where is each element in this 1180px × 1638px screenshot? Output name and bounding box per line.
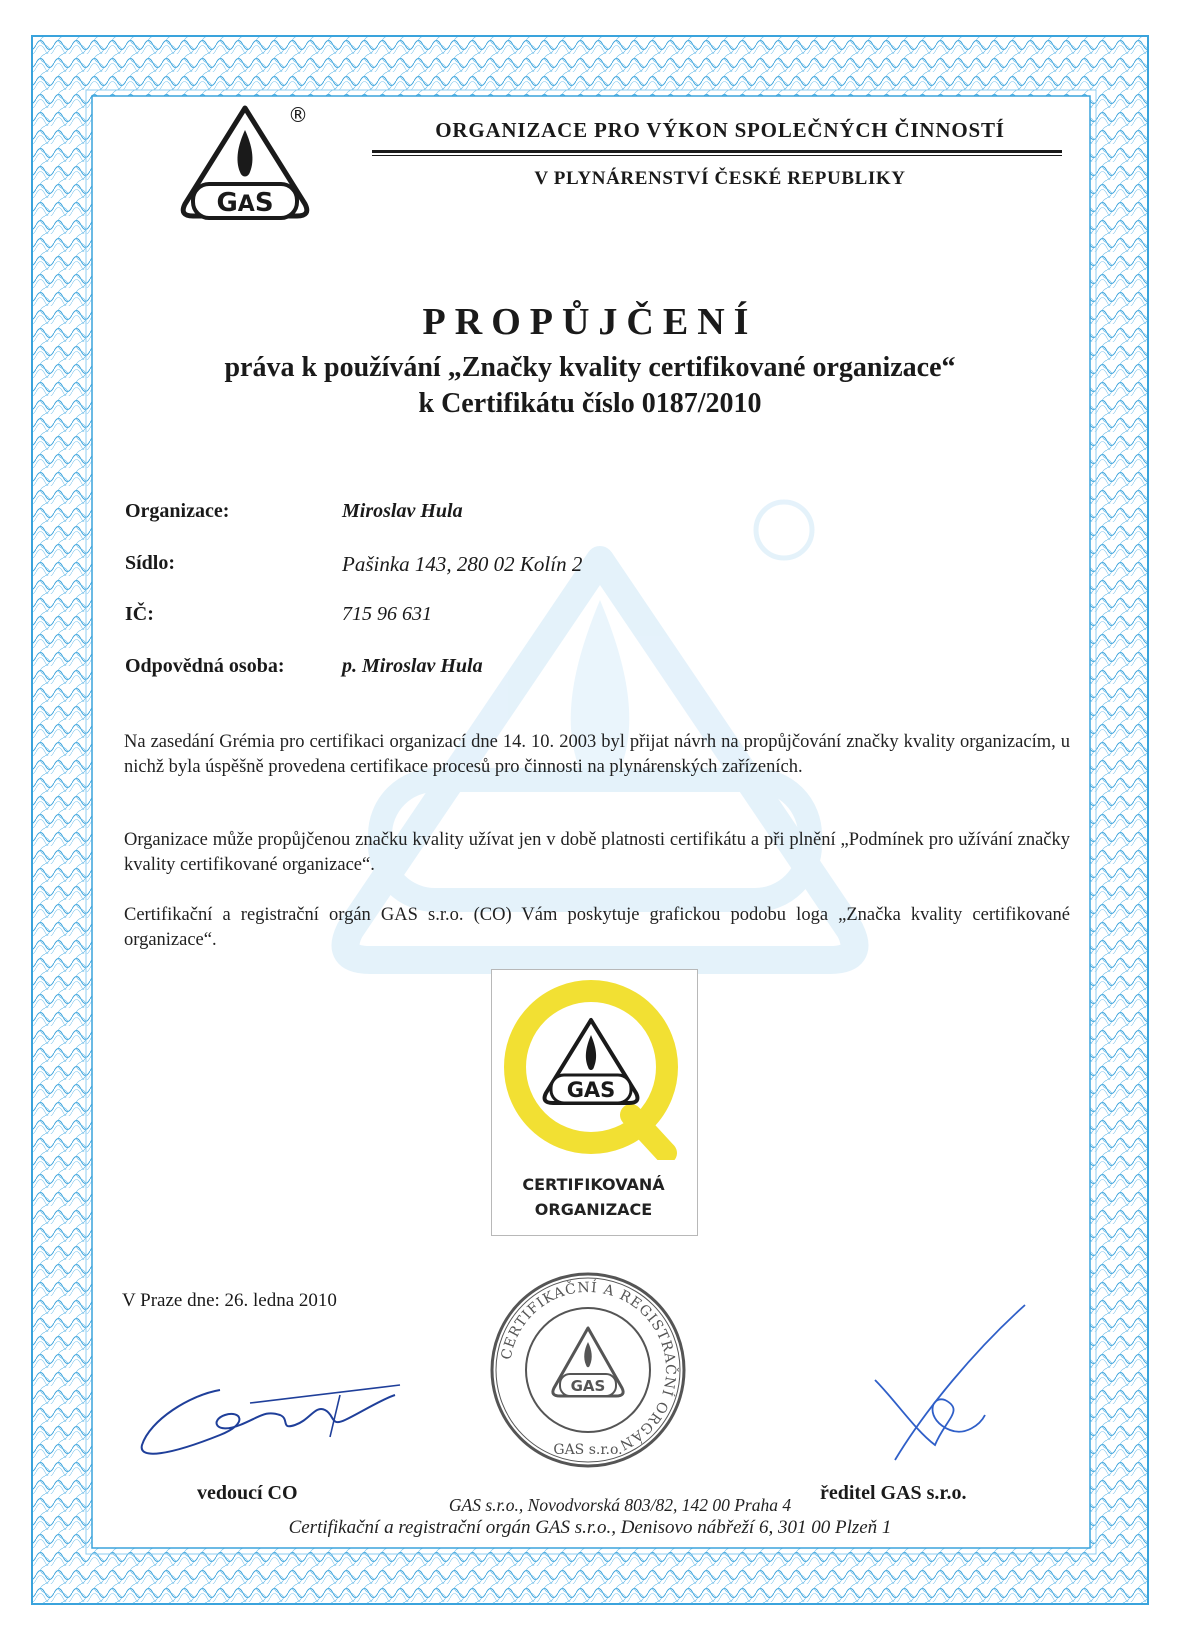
registered-mark: ® [288,103,308,127]
document-title: PROPŮJČENÍ [422,301,758,343]
quality-mark-line2: ORGANIZACE [534,1200,653,1219]
right-signature-icon [855,1300,1035,1470]
field-label-ic: IČ: [125,603,154,625]
header-rule-thin [372,155,1062,156]
field-label-organization: Organizace: [125,500,230,522]
left-signature-label: vedoucí CO [197,1482,298,1504]
right-signature-label: ředitel GAS s.r.o. [820,1482,967,1504]
field-value-responsible: p. Miroslav Hula [342,655,483,677]
paragraph-3: Certifikační a registrační orgán GAS s.r.o. (CO) Vám poskytuje grafickou podobu loga „Značka kvality certifikované organizace“. [124,905,1070,950]
field-value-organization: Miroslav Hula [342,500,463,522]
document-subtitle: práva k používání „Značky kvality certifikované organizace“ [224,352,956,383]
stamp-ring-text: CERTIFIKAČNÍ A REGISTRAČNÍ ORGÁN [498,1279,679,1453]
header-rule [372,150,1062,153]
quality-mark-q-icon [491,975,696,1160]
field-label-seat: Sídlo: [125,552,176,574]
footer-line2: Certifikační a registrační orgán GAS s.r.o., Denisovo nábřeží 6, 301 00 Plzeň 1 [288,1517,892,1538]
svg-text:GAS: GAS [570,1377,606,1395]
org-name-line2: V PLYNÁRENSTVÍ ČESKÉ REPUBLIKY [534,168,906,189]
svg-text:GAS: GAS [216,188,274,218]
official-stamp-icon [488,1270,688,1470]
quality-mark-line1: CERTIFIKOVANÁ [522,1175,665,1194]
date-line: V Praze dne: 26. ledna 2010 [122,1290,337,1311]
certificate-number: k Certifikátu číslo 0187/2010 [418,388,762,419]
svg-text:GAS: GAS [566,1078,616,1102]
footer-line1: GAS s.r.o., Novodvorská 803/82, 142 00 Praha 4 [448,1495,792,1515]
field-value-seat: Pašinka 143, 280 02 Kolín 2 [342,552,583,576]
paragraph-2: Organizace může propůjčenou značku kvality užívat jen v době platnosti certifikátu a při plnění „Podmínek pro užívání značky kvality certifikované organizace“. [124,830,1070,875]
stamp-bottom-text: GAS s.r.o. [553,1442,623,1458]
field-label-responsible: Odpovědná osoba: [125,655,285,677]
field-value-ic: 715 96 631 [342,603,432,625]
left-signature-icon [130,1365,420,1475]
org-name-line1: ORGANIZACE PRO VÝKON SPOLEČNÝCH ČINNOSTÍ [435,118,1005,142]
paragraph-1: Na zasedání Grémia pro certifikaci organizací dne 14. 10. 2003 byl přijat návrh na propůjčování značky kvality organizacím, u nichž byla úspěšně provedena certifikace procesů pro činnosti na plynárenských zařízeních. [124,732,1070,777]
